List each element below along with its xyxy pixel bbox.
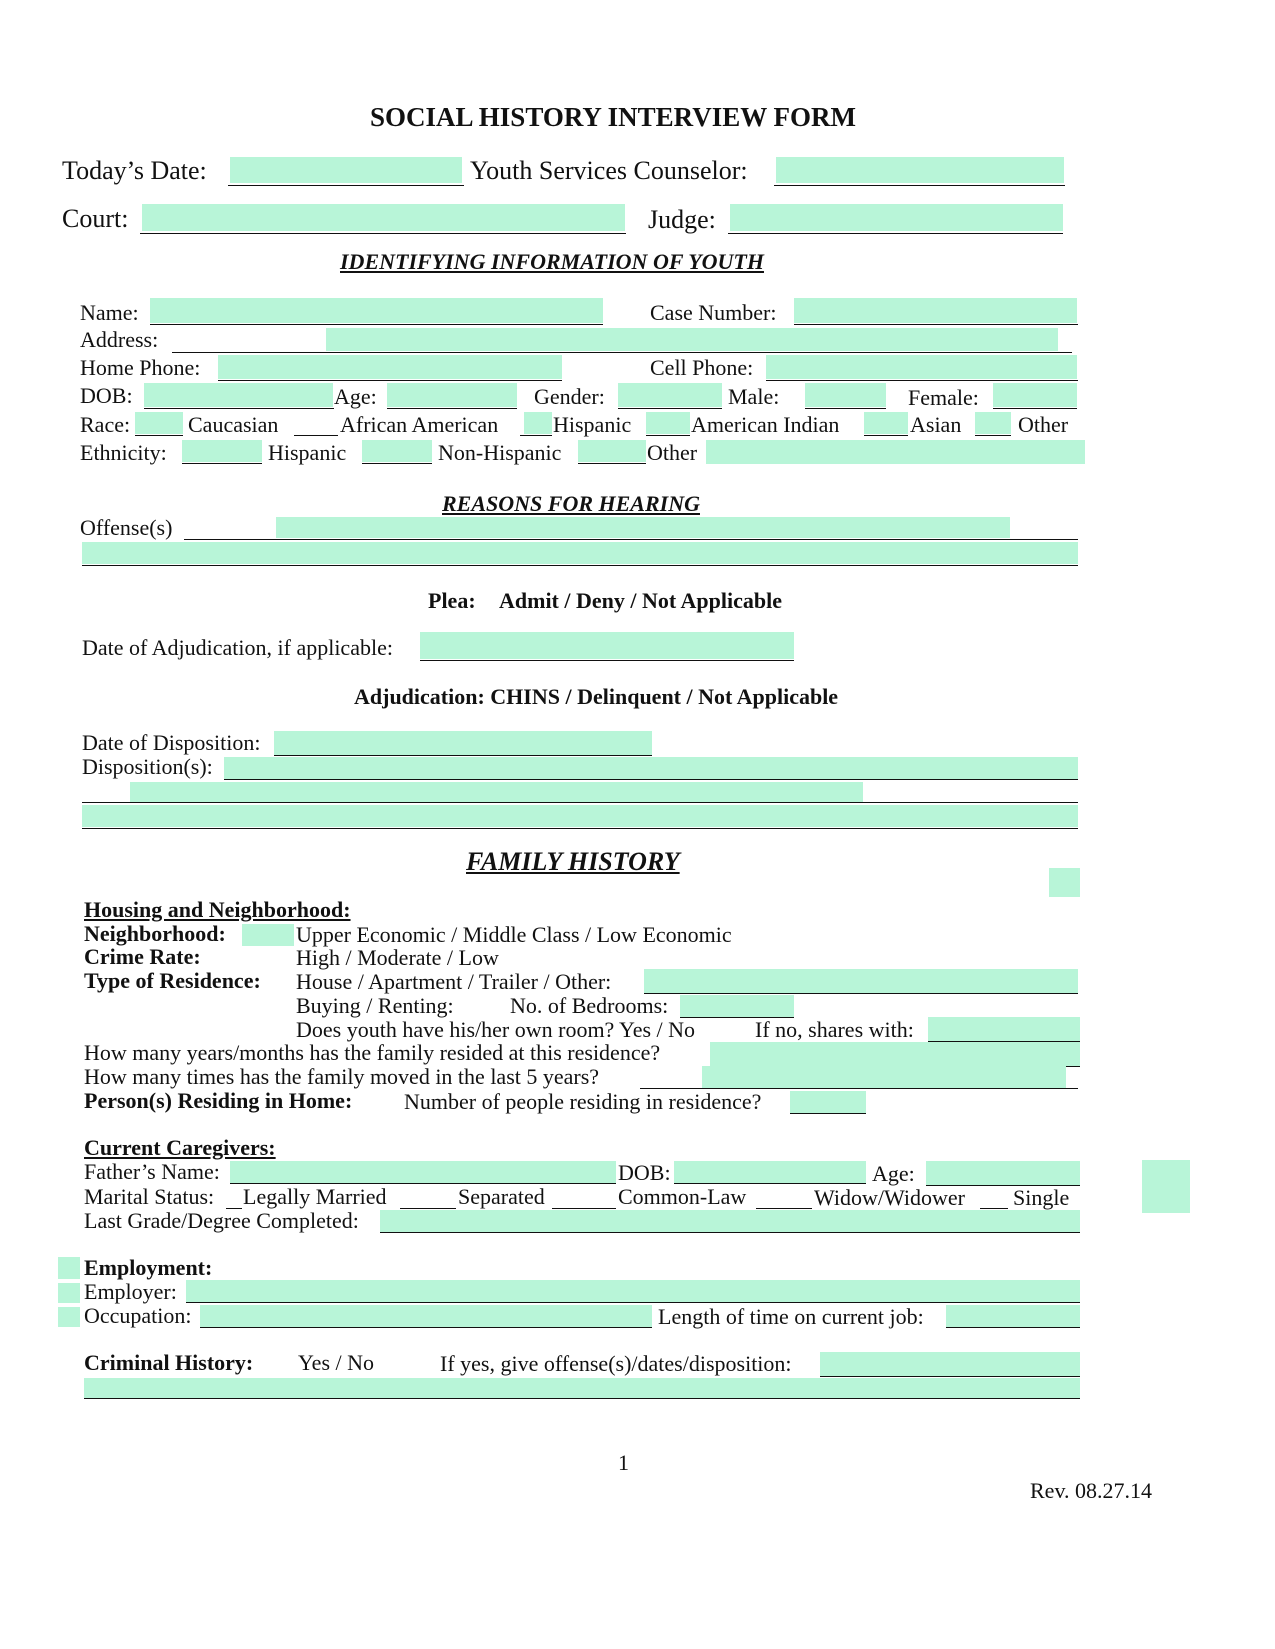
criminal-history-label: Criminal History: bbox=[84, 1350, 254, 1375]
number-people-line bbox=[790, 1113, 866, 1114]
address-field[interactable] bbox=[326, 328, 1058, 351]
race-other-line bbox=[975, 435, 1011, 436]
name-field[interactable] bbox=[150, 298, 603, 323]
length-job-field[interactable] bbox=[946, 1305, 1080, 1327]
criminal-details-line-1 bbox=[820, 1376, 1080, 1377]
address-line bbox=[172, 352, 1072, 353]
court-line bbox=[140, 233, 626, 234]
dispositions-line-2 bbox=[82, 802, 1078, 803]
female-label: Female: bbox=[908, 385, 979, 410]
judge-label: Judge: bbox=[648, 205, 716, 234]
offenses-field-2[interactable] bbox=[82, 542, 1078, 564]
crime-rate-label: Crime Rate: bbox=[84, 944, 201, 969]
length-job-line bbox=[946, 1327, 1080, 1328]
male-label: Male: bbox=[728, 384, 780, 409]
father-dob-label: DOB: bbox=[618, 1160, 671, 1185]
race-asian-check[interactable] bbox=[864, 412, 908, 434]
female-field[interactable] bbox=[993, 383, 1077, 407]
times-moved-field[interactable] bbox=[702, 1066, 1066, 1088]
cell-phone-label: Cell Phone: bbox=[650, 355, 754, 380]
race-asian-label: Asian bbox=[910, 412, 962, 437]
shares-with-label: If no, shares with: bbox=[755, 1017, 914, 1042]
occupation-label: Occupation: bbox=[84, 1303, 192, 1328]
ethnicity-other-check[interactable] bbox=[578, 440, 646, 462]
ethnicity-non-hispanic-check[interactable] bbox=[362, 440, 432, 462]
residence-other-field[interactable] bbox=[644, 969, 1078, 993]
gender-label: Gender: bbox=[534, 384, 605, 409]
housing-heading: Housing and Neighborhood: bbox=[84, 897, 351, 922]
male-line bbox=[805, 408, 886, 409]
name-line bbox=[150, 324, 603, 325]
revision-label: Rev. 08.27.14 bbox=[1030, 1478, 1153, 1503]
ethnicity-other-label: Other bbox=[647, 440, 698, 465]
age-label: Age: bbox=[334, 384, 377, 409]
age-field[interactable] bbox=[387, 383, 517, 407]
identifying-heading: IDENTIFYING INFORMATION OF YOUTH bbox=[340, 249, 764, 274]
offenses-line-1 bbox=[184, 539, 1078, 540]
ethnicity-label: Ethnicity: bbox=[80, 440, 167, 465]
offenses-field-1[interactable] bbox=[276, 517, 1010, 538]
race-caucasian-line bbox=[135, 435, 183, 436]
widow-line bbox=[756, 1208, 812, 1209]
dispositions-field-3[interactable] bbox=[82, 805, 1078, 827]
female-line bbox=[993, 408, 1077, 409]
dispositions-label: Disposition(s): bbox=[82, 754, 213, 779]
employment-side-field-1[interactable] bbox=[58, 1257, 80, 1279]
times-moved-label: How many times has the family moved in the last 5 years? bbox=[84, 1064, 600, 1089]
number-people-field[interactable] bbox=[790, 1091, 866, 1113]
common-law-line bbox=[552, 1208, 616, 1209]
bedrooms-label: No. of Bedrooms: bbox=[510, 993, 669, 1018]
race-hispanic-check[interactable] bbox=[524, 412, 552, 434]
years-resided-field[interactable] bbox=[710, 1042, 1080, 1066]
employment-heading: Employment: bbox=[84, 1255, 213, 1280]
date-adjudication-line bbox=[420, 660, 794, 661]
date-adjudication-field[interactable] bbox=[420, 632, 794, 659]
ethnicity-non-hispanic-label: Non-Hispanic bbox=[438, 440, 562, 465]
home-phone-line bbox=[218, 380, 562, 381]
ethnicity-other-field[interactable] bbox=[706, 440, 1085, 464]
employer-line bbox=[186, 1302, 1080, 1303]
buying-renting-options[interactable]: Buying / Renting: bbox=[296, 993, 454, 1018]
caregivers-side-field[interactable] bbox=[1142, 1160, 1190, 1213]
fathers-name-label: Father’s Name: bbox=[84, 1159, 220, 1184]
cell-phone-field[interactable] bbox=[766, 355, 1077, 379]
dispositions-field-1[interactable] bbox=[224, 757, 1078, 779]
employer-field[interactable] bbox=[186, 1280, 1080, 1302]
ethnicity-hispanic-line bbox=[182, 463, 262, 464]
ethnicity-hispanic-label: Hispanic bbox=[268, 440, 347, 465]
marital-separated[interactable]: Separated bbox=[458, 1184, 545, 1209]
counselor-line bbox=[774, 185, 1065, 186]
marital-common-law[interactable]: Common-Law bbox=[618, 1184, 747, 1209]
offenses-line-2 bbox=[82, 565, 1078, 566]
gender-line bbox=[618, 408, 722, 409]
fathers-name-field[interactable] bbox=[230, 1161, 616, 1183]
race-other-check[interactable] bbox=[975, 412, 1011, 434]
length-job-label: Length of time on current job: bbox=[658, 1304, 924, 1329]
dob-line bbox=[144, 408, 334, 409]
neighborhood-label: Neighborhood: bbox=[84, 921, 226, 946]
dispositions-line-1 bbox=[224, 779, 1078, 780]
shares-with-field[interactable] bbox=[928, 1017, 1080, 1041]
age-line bbox=[387, 408, 517, 409]
plea-options[interactable]: Admit / Deny / Not Applicable bbox=[499, 588, 782, 613]
dob-field[interactable] bbox=[144, 383, 333, 407]
judge-field[interactable] bbox=[730, 204, 1063, 231]
address-label: Address: bbox=[80, 327, 159, 352]
dispositions-field-2[interactable] bbox=[130, 782, 863, 802]
cell-phone-line bbox=[766, 380, 1078, 381]
residence-type-label: Type of Residence: bbox=[84, 968, 261, 993]
home-phone-label: Home Phone: bbox=[80, 355, 201, 380]
offenses-label: Offense(s) bbox=[80, 515, 173, 540]
employer-label: Employer: bbox=[84, 1279, 177, 1304]
reasons-heading: REASONS FOR HEARING bbox=[442, 491, 700, 516]
number-people-label: Number of people residing in residence? bbox=[404, 1089, 762, 1114]
marital-widow[interactable]: Widow/Widower bbox=[814, 1185, 965, 1210]
court-field[interactable] bbox=[142, 204, 625, 231]
date-disposition-line bbox=[274, 755, 652, 756]
residence-type-options[interactable]: House / Apartment / Trailer / Other: bbox=[296, 969, 612, 994]
family-heading: FAMILY HISTORY bbox=[466, 847, 680, 876]
employment-side-field-3[interactable] bbox=[58, 1307, 80, 1327]
page-number: 1 bbox=[618, 1450, 629, 1475]
race-african-line bbox=[294, 435, 338, 436]
marital-single[interactable]: Single bbox=[1013, 1185, 1070, 1210]
date-disposition-label: Date of Disposition: bbox=[82, 730, 261, 755]
crime-rate-options[interactable]: High / Moderate / Low bbox=[296, 945, 499, 970]
race-label: Race: bbox=[80, 412, 131, 437]
persons-residing-label: Person(s) Residing in Home: bbox=[84, 1088, 353, 1113]
residence-other-line bbox=[644, 993, 1078, 994]
plea-label: Plea: bbox=[428, 588, 476, 613]
judge-line bbox=[728, 233, 1063, 234]
father-dob-field[interactable] bbox=[674, 1161, 866, 1183]
criminal-details-field-2[interactable] bbox=[84, 1378, 1080, 1398]
father-age-label: Age: bbox=[872, 1161, 915, 1186]
race-american-indian-label: American Indian bbox=[691, 412, 840, 437]
occupation-field[interactable] bbox=[200, 1305, 652, 1327]
criminal-details-line-2 bbox=[84, 1398, 1080, 1399]
page-title: SOCIAL HISTORY INTERVIEW FORM bbox=[370, 102, 856, 132]
marital-legally-married[interactable]: Legally Married bbox=[243, 1184, 387, 1209]
counselor-label: Youth Services Counselor: bbox=[470, 156, 748, 185]
name-label: Name: bbox=[80, 300, 139, 325]
neighborhood-field[interactable] bbox=[242, 924, 294, 946]
race-hispanic-line bbox=[520, 435, 552, 436]
years-resided-label: How many years/months has the family resided at this residence? bbox=[84, 1040, 661, 1065]
race-asian-line bbox=[864, 435, 908, 436]
todays-date-field[interactable] bbox=[230, 157, 462, 183]
own-room-question[interactable]: Does youth have his/her own room? Yes / No bbox=[296, 1017, 696, 1042]
race-american-indian-line bbox=[646, 435, 690, 436]
ethnicity-non-hispanic-line bbox=[362, 463, 432, 464]
father-age-field[interactable] bbox=[926, 1161, 1080, 1185]
case-number-line bbox=[794, 324, 1078, 325]
separated-line bbox=[400, 1208, 456, 1209]
race-hispanic-label: Hispanic bbox=[553, 412, 632, 437]
criminal-details-field-1[interactable] bbox=[820, 1352, 1080, 1376]
ethnicity-other-line bbox=[578, 463, 646, 464]
dispositions-line-3 bbox=[82, 828, 1078, 829]
last-grade-line bbox=[380, 1232, 1080, 1233]
court-label: Court: bbox=[62, 204, 129, 233]
race-caucasian-check[interactable] bbox=[135, 412, 183, 434]
case-number-label: Case Number: bbox=[650, 300, 777, 325]
neighborhood-options[interactable]: Upper Economic / Middle Class / Low Economic bbox=[296, 922, 732, 947]
race-american-indian-check[interactable] bbox=[646, 412, 690, 434]
single-line bbox=[980, 1208, 1008, 1209]
occupation-line bbox=[200, 1327, 652, 1328]
last-grade-label: Last Grade/Degree Completed: bbox=[84, 1208, 359, 1233]
adjudication-options[interactable]: Adjudication: CHINS / Delinquent / Not Applicable bbox=[354, 684, 839, 709]
ethnicity-hispanic-check[interactable] bbox=[182, 440, 262, 462]
marital-status-label: Marital Status: bbox=[84, 1184, 215, 1209]
date-disposition-field[interactable] bbox=[274, 731, 652, 755]
race-african-american-label: African American bbox=[340, 412, 499, 437]
bedrooms-field[interactable] bbox=[680, 995, 794, 1017]
criminal-details-label: If yes, give offense(s)/dates/disposition: bbox=[440, 1351, 792, 1376]
caregivers-heading: Current Caregivers: bbox=[84, 1135, 276, 1160]
todays-date-label: Today’s Date: bbox=[62, 156, 207, 185]
date-adjudication-label: Date of Adjudication, if applicable: bbox=[82, 635, 393, 660]
race-other-label: Other bbox=[1018, 412, 1069, 437]
counselor-field[interactable] bbox=[776, 157, 1064, 183]
male-field[interactable] bbox=[805, 383, 886, 407]
criminal-history-options[interactable]: Yes / No bbox=[298, 1350, 375, 1375]
last-grade-field[interactable] bbox=[380, 1210, 1080, 1232]
dob-label: DOB: bbox=[80, 383, 133, 408]
family-side-field[interactable] bbox=[1049, 868, 1080, 897]
case-number-field[interactable] bbox=[794, 298, 1077, 323]
employment-side-field-2[interactable] bbox=[58, 1283, 80, 1303]
todays-date-line bbox=[228, 185, 464, 186]
home-phone-field[interactable] bbox=[218, 355, 562, 379]
gender-field[interactable] bbox=[618, 383, 722, 407]
race-caucasian-label: Caucasian bbox=[188, 412, 279, 437]
